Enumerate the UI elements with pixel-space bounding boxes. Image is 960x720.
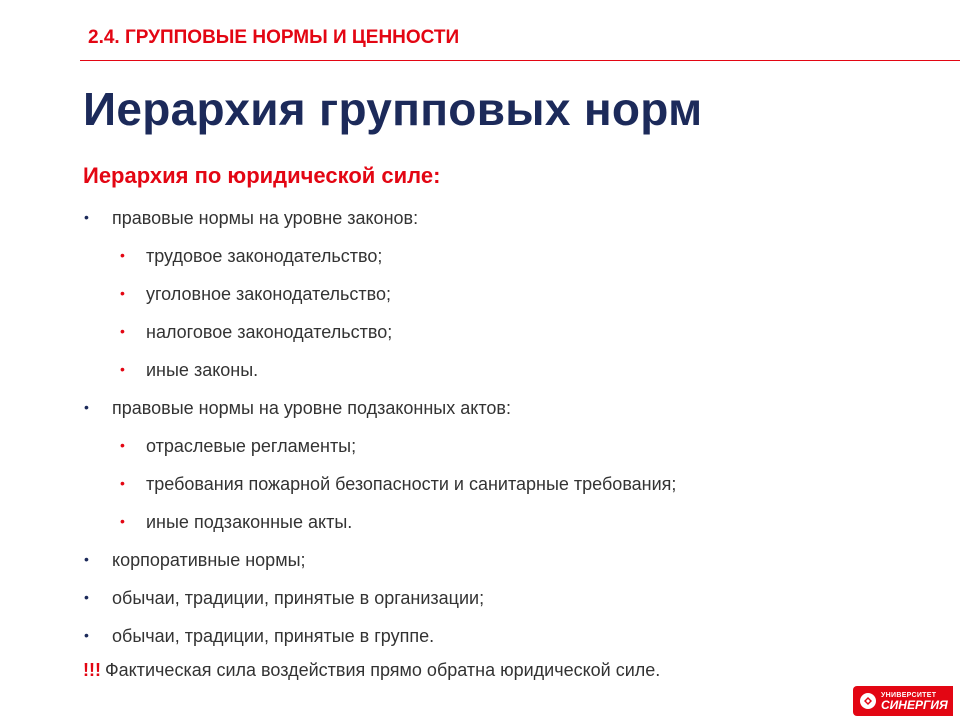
note (83, 660, 660, 681)
bullet-dot-icon: • (84, 399, 89, 415)
sub-list-item: отраслевые регламенты; (146, 436, 357, 456)
page-title: Иерархия групповых норм (83, 83, 703, 135)
list-item: правовые нормы на уровне подзаконных актов: (112, 398, 511, 418)
list-item: правовые нормы на уровне законов: (112, 208, 419, 228)
sub-bullet-dot-icon: • (120, 247, 125, 263)
sub-bullet-dot-icon: • (120, 513, 125, 529)
bullet-dot-icon: • (84, 209, 89, 225)
list-item: обычаи, традиции, принятые в организации; (112, 588, 485, 608)
sub-bullet-dot-icon: • (120, 285, 125, 301)
note-text: Фактическая сила воздействия прямо обратна юридической силе. (104, 660, 661, 680)
sub-list-item: иные законы. (146, 360, 259, 380)
university-logo (853, 686, 953, 716)
sub-list-item: иные подзаконные акты. (146, 512, 353, 532)
section-label: 2.4. ГРУППОВЫЕ НОРМЫ И ЦЕННОСТИ (88, 27, 460, 48)
synergy-logo-icon (859, 692, 877, 710)
sub-bullet-dot-icon: • (120, 323, 125, 339)
bullet-dot-icon: • (84, 551, 89, 567)
note-marker: !!! (83, 660, 101, 680)
subtitle: Иерархия по юридической силе: (83, 163, 441, 188)
sub-bullet-dot-icon: • (120, 437, 125, 453)
list-item: корпоративные нормы; (112, 550, 306, 570)
logo-line-synergy: СИНЕРГИЯ (881, 697, 948, 712)
sub-bullet-dot-icon: • (120, 361, 125, 377)
sub-list-item: требования пожарной безопасности и санитарные требования; (146, 474, 677, 494)
header-divider (80, 60, 960, 61)
sub-list-item: уголовное законодательство; (146, 284, 392, 304)
list-item: обычаи, традиции, принятые в группе. (112, 626, 435, 646)
bullet-dot-icon: • (84, 627, 89, 643)
sub-bullet-dot-icon: • (120, 475, 125, 491)
bullet-dot-icon: • (84, 589, 89, 605)
logo-text (881, 692, 948, 711)
sub-list-item: налоговое законодательство; (146, 322, 393, 342)
logo-line-university: УНИВЕРСИТЕТ (881, 691, 937, 699)
sub-list-item: трудовое законодательство; (146, 246, 383, 266)
